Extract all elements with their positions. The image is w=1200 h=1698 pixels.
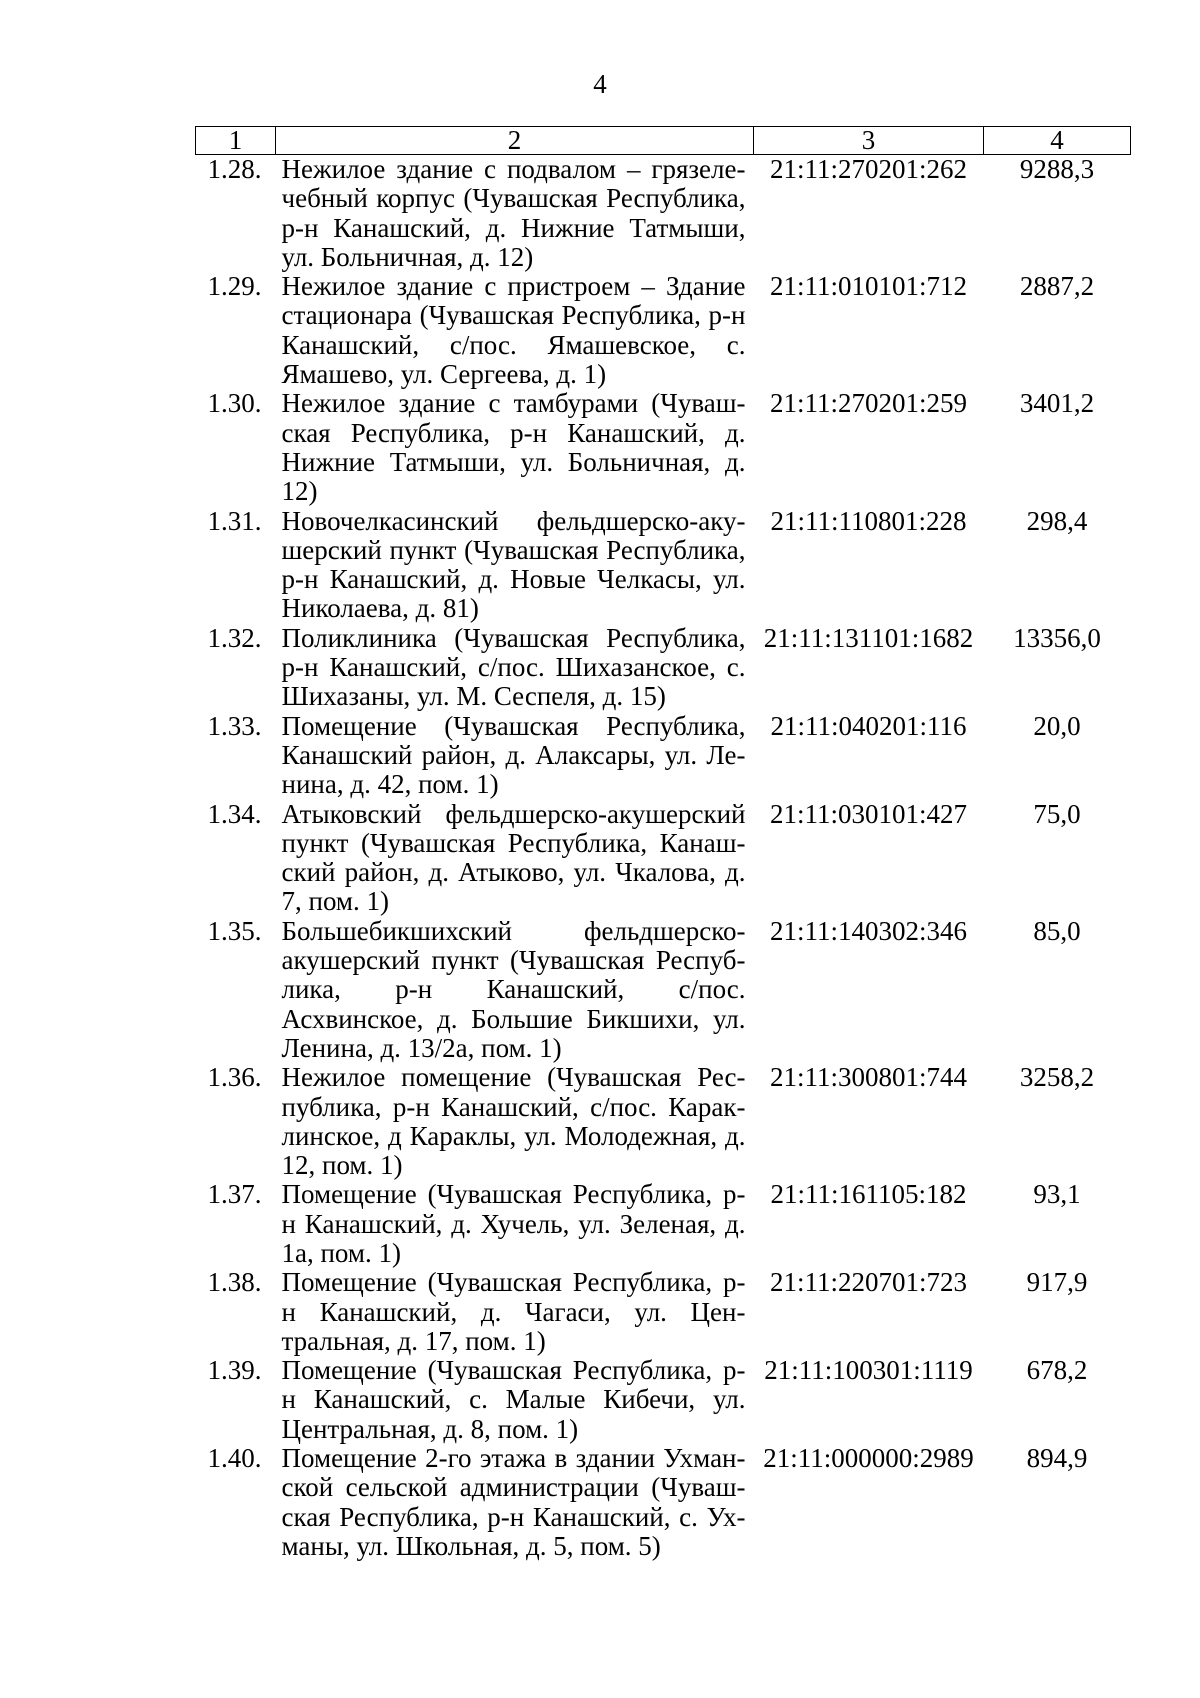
object-description: Помещение (Чувашская Республика, р-н Канашский, с. Малые Кибечи, ул. Центральная, д. 8, пом. 1) <box>281 1355 746 1444</box>
row-number: 1.31. <box>207 505 262 536</box>
area-value: 9288,3 <box>1019 154 1095 184</box>
table-row <box>196 1268 1131 1356</box>
object-description: Помещение (Чувашская Республика, р-н Канашский, д. Чагаси, ул. Центральная, д. 17, пом. 1) <box>281 1267 746 1356</box>
area-value: 894,9 <box>1026 1443 1088 1474</box>
row-number: 1.36. <box>207 1062 262 1093</box>
cadastral-number: 21:11:140302:346 <box>769 915 967 946</box>
object-description: Помещение (Чувашская Республика, Канашский район, д. Алаксары, ул. Ленина, д. 42, пом. 1) <box>281 710 746 800</box>
row-number: 1.35. <box>207 915 262 946</box>
table-row <box>196 155 1131 273</box>
object-description: Нежилое здание с тамбурами (Чувашская Республика, р-н Канашский, д. Нижние Татмыши, ул. Больничная, д. 12) <box>281 388 746 507</box>
cadastral-number: 21:11:030101:427 <box>769 798 967 829</box>
table-row <box>196 800 1131 917</box>
page-number: 4 <box>593 69 607 99</box>
column-header-3: 3 <box>754 127 984 155</box>
area-value: 678,2 <box>1026 1355 1088 1386</box>
row-number: 1.32. <box>207 622 262 653</box>
row-number: 1.33. <box>207 710 262 741</box>
table-row <box>196 507 1131 624</box>
row-number: 1.28. <box>207 154 262 184</box>
table-row <box>196 712 1131 800</box>
object-description: Помещение (Чувашская Республика, р-н Канашский, д. Хучель, ул. Зеленая, д. 1а, пом. 1) <box>281 1179 746 1268</box>
column-header-row <box>196 127 1131 155</box>
row-number: 1.30. <box>207 388 262 419</box>
column-header-4: 4 <box>984 127 1131 155</box>
cadastral-number: 21:11:000000:2989 <box>763 1443 974 1474</box>
cadastral-number: 21:11:110801:228 <box>770 505 967 536</box>
row-number: 1.40. <box>207 1443 262 1474</box>
area-value: 3258,2 <box>1019 1062 1095 1093</box>
table-row <box>196 1356 1131 1444</box>
area-value: 75,0 <box>1033 798 1081 829</box>
area-value: 93,1 <box>1033 1179 1081 1210</box>
object-description: Нежилое помещение (Чувашская Республика, р-н Канашский, с/пос. Караклинское, д Караклы, ул. Молодежная, д. 12, пом. 1) <box>281 1062 746 1181</box>
row-number: 1.38. <box>207 1267 262 1298</box>
row-number: 1.39. <box>207 1355 262 1386</box>
object-description: Помещение 2-го этажа в здании Ухманской сельской администрации (Чувашская Республика, р-н Канашский, с. Ухманы, ул. Школьная, д. 5, пом. 5) <box>281 1443 746 1561</box>
area-value: 20,0 <box>1033 710 1081 741</box>
row-number: 1.29. <box>207 271 262 302</box>
object-description: Новочелкасинский фельдшерско-акушерский пункт (Чувашская Республика, р-н Канашский, д. Новые Челкасы, ул. Николаева, д. 81) <box>281 505 746 624</box>
area-value: 917,9 <box>1026 1267 1088 1298</box>
table-row <box>196 917 1131 1063</box>
object-description: Большебикшихский фельдшерско-акушерский пункт (Чувашская Республика, р-н Канашский, с/пос. Асхвинское, д. Большие Бикшихи, ул. Ленина, д. 13/2а, пом. 1) <box>281 915 746 1063</box>
cadastral-number: 21:11:010101:712 <box>769 271 967 302</box>
table-row <box>196 624 1131 712</box>
cadastral-number: 21:11:040201:116 <box>770 710 967 741</box>
column-header-2: 2 <box>276 127 754 155</box>
table-row <box>196 389 1131 506</box>
cadastral-number: 21:11:161105:182 <box>770 1179 967 1210</box>
cadastral-number: 21:11:131101:1682 <box>763 622 974 653</box>
object-description: Нежилое здание с пристроем – Здание стационара (Чувашская Республика, р-н Канашский, с/пос. Ямашевское, с. Ямашево, ул. Сергеева, д. 1) <box>281 271 746 390</box>
object-description: Атыковский фельдшерско-акушерский пункт (Чувашская Республика, Канашский район, д. Атыково, ул. Чкалова, д. 7, пом. 1) <box>281 798 746 917</box>
area-value: 2887,2 <box>1019 271 1095 302</box>
table-row <box>196 1444 1131 1561</box>
area-value: 13356,0 <box>1013 622 1101 653</box>
table-row <box>196 1063 1131 1180</box>
area-value: 298,4 <box>1026 505 1088 536</box>
cadastral-number: 21:11:270201:262 <box>769 154 967 184</box>
cadastral-number: 21:11:270201:259 <box>769 388 967 419</box>
table-row <box>196 272 1131 389</box>
column-header-1: 1 <box>196 127 276 155</box>
row-number: 1.34. <box>207 798 262 829</box>
cadastral-number: 21:11:220701:723 <box>769 1267 967 1298</box>
area-value: 3401,2 <box>1019 388 1095 419</box>
area-value: 85,0 <box>1033 915 1081 946</box>
object-description: Поликлиника (Чувашская Республика, р-н Канашский, с/пос. Шихазанское, с. Шихазаны, ул. М. Сеспеля, д. 15) <box>281 622 746 712</box>
object-description: Нежилое здание с подвалом – грязелечебный корпус (Чувашская Республика, р-н Канашский, д. Нижние Татмыши, ул. Больничная, д. 12) <box>281 154 746 272</box>
cadastral-number: 21:11:300801:744 <box>769 1062 967 1093</box>
row-number: 1.37. <box>207 1179 262 1210</box>
cadastral-number: 21:11:100301:1119 <box>764 1355 973 1386</box>
property-table <box>195 126 1131 1561</box>
table-row <box>196 1180 1131 1268</box>
